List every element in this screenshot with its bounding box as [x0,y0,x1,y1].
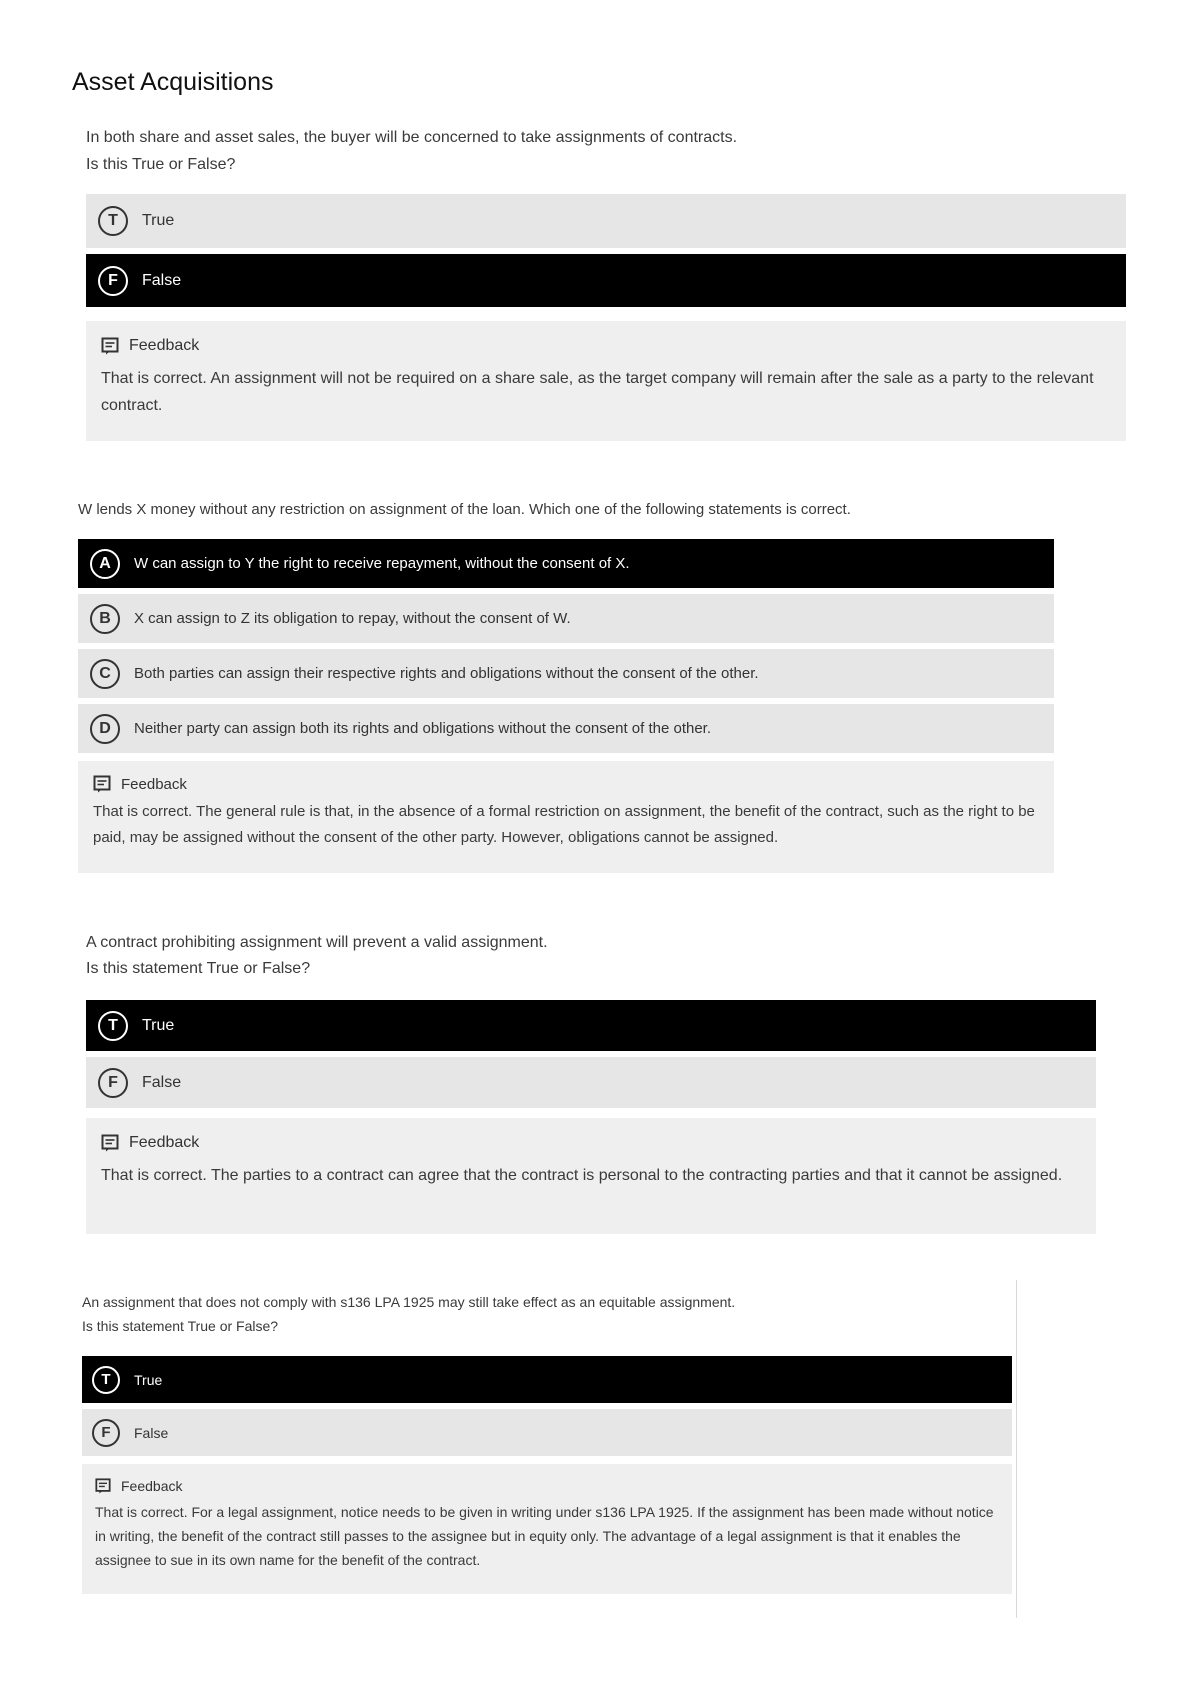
question-prompt [86,930,1096,982]
question-1 [86,124,1126,441]
option-false[interactable] [82,1409,1012,1456]
option-true[interactable] [82,1356,1012,1403]
option-label: True [142,212,175,229]
option-label: X can assign to Z its obligation to repay, without the consent of W. [134,610,571,627]
feedback-label: Feedback [129,1134,200,1151]
question-prompt [86,124,1126,178]
prompt-line: Is this True or False? [86,156,236,173]
option-label: Neither party can assign both its rights and obligations without the consent of the other. [134,720,712,737]
option-label: False [134,1424,169,1441]
prompt-line: An assignment that does not comply with s136 LPA 1925 may still take effect as an equitable assignment. [82,1294,736,1310]
question-prompt [78,496,1054,523]
feedback-icon [93,775,111,793]
prompt-line: Is this statement True or False? [82,1318,279,1334]
feedback-header [93,775,1038,793]
option-letter-badge: D [90,714,120,744]
divider [1016,1280,1017,1618]
option-c[interactable] [78,649,1054,698]
feedback-label: Feedback [121,775,187,793]
option-label: True [142,1016,175,1034]
feedback-panel [86,1118,1096,1234]
option-letter-badge: T [98,206,128,236]
option-label: W can assign to Y the right to receive repayment, without the consent of X. [134,555,630,572]
option-false[interactable] [86,1057,1096,1108]
feedback-header [101,1134,1080,1152]
page-title: Asset Acquisitions [72,68,274,96]
option-false[interactable] [86,254,1126,307]
feedback-text: That is correct. The parties to a contract can agree that the contract is personal to the contracting parties and that it cannot be assigned. [101,1167,1063,1184]
option-label: Both parties can assign their respective rights and obligations without the consent of the other. [134,665,759,682]
prompt-line: A contract prohibiting assignment will prevent a valid assignment. [86,934,548,951]
question-2 [78,496,1054,873]
feedback-text: That is correct. For a legal assignment, notice needs to be given in writing under s136 LPA 1925. If the assignment has been made without notice in writing, the benefit of the contract still passes to the assignee but in equity only. The advantage of a legal assignment is that it enables the assignee to sue in its own name for the benefit of the contract. [95,1504,994,1568]
feedback-panel [86,321,1126,441]
prompt-line: Is this statement True or False? [86,960,311,977]
option-letter-badge: B [90,604,120,634]
option-label: True [134,1371,163,1388]
option-d[interactable] [78,704,1054,753]
feedback-label: Feedback [129,337,200,354]
feedback-panel [78,761,1054,873]
feedback-icon [101,1134,119,1152]
option-b[interactable] [78,594,1054,643]
option-letter-badge: F [92,1419,120,1447]
prompt-line: W lends X money without any restriction on assignment of the loan. Which one of the following statements is correct. [78,501,851,518]
feedback-header [101,337,1110,355]
feedback-header [95,1478,996,1494]
feedback-panel [82,1464,1012,1594]
question-3 [86,930,1096,1234]
option-label: False [142,271,182,289]
question-prompt [82,1290,1012,1338]
prompt-line: In both share and asset sales, the buyer will be concerned to take assignments of contracts. [86,129,738,146]
option-letter-badge: F [98,1068,128,1098]
option-true[interactable] [86,194,1126,248]
feedback-icon [95,1478,111,1494]
option-letter-badge: F [98,266,128,296]
question-4 [82,1290,1012,1594]
feedback-text: That is correct. The general rule is that, in the absence of a formal restriction on assignment, the benefit of the contract, such as the right to be paid, may be assigned without the consent of the other party. However, obligations cannot be assigned. [93,803,1035,846]
feedback-label: Feedback [121,1478,183,1494]
option-letter-badge: A [90,549,120,579]
feedback-text: That is correct. An assignment will not be required on a share sale, as the target company will remain after the sale as a party to the relevant contract. [101,370,1094,414]
option-true[interactable] [86,1000,1096,1051]
option-letter-badge: T [92,1366,120,1394]
option-letter-badge: C [90,659,120,689]
option-letter-badge: T [98,1011,128,1041]
feedback-icon [101,337,119,355]
option-a[interactable] [78,539,1054,588]
option-label: False [142,1073,182,1091]
